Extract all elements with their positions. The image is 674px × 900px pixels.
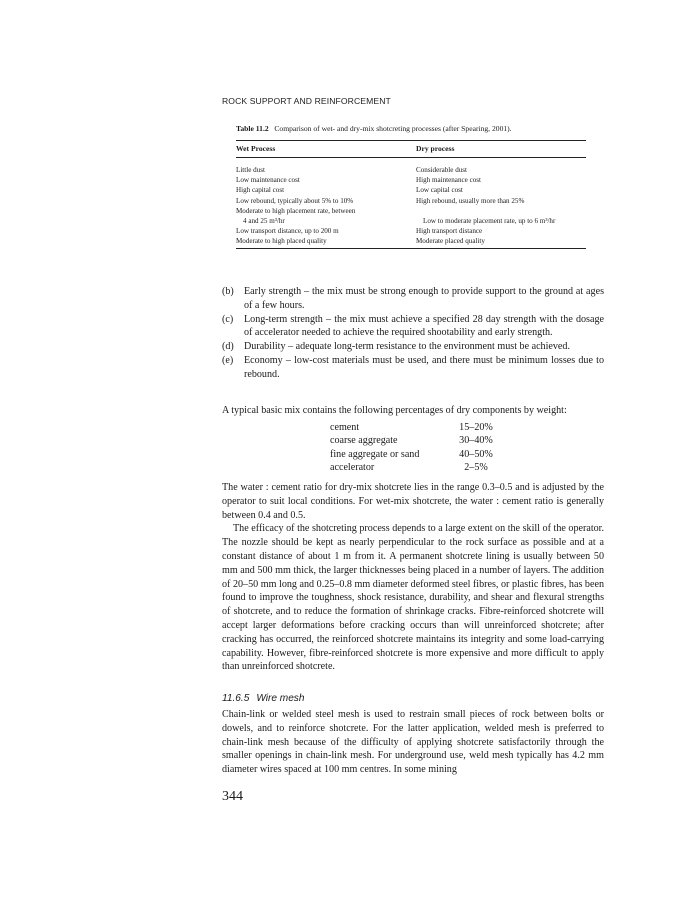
table-cell: Moderate to high placement rate, between <box>236 206 356 215</box>
comparison-table <box>236 124 586 249</box>
table-cell: 4 and 25 m³/hr <box>243 217 285 226</box>
table-cell: Little dust <box>236 166 265 174</box>
table-bottom-rule <box>236 248 586 249</box>
table-body <box>236 165 586 247</box>
section-body <box>222 708 604 777</box>
table-cell <box>416 206 586 216</box>
table-cell: High rebound, usually more than 25% <box>416 196 525 205</box>
list-text: Durability – adequate long-term resistance to the environment must be achieved. <box>244 341 570 353</box>
section-number: 11.6.5 <box>222 693 250 704</box>
list-item <box>222 285 604 313</box>
mix-value: 2–5% <box>464 461 488 473</box>
mix-row <box>330 421 496 434</box>
list-item <box>222 340 604 354</box>
section-heading <box>222 692 304 706</box>
paragraph: The water : cement ratio for dry-mix shotcrete lies in the range 0.3–0.5 and is adjusted by the operator to suit local conditions. For wet-mix shotcrete, the water : cement ratio is generally between 0.4 and 0.5. <box>222 482 604 521</box>
page-number: 344 <box>222 789 243 804</box>
paragraph: The efficacy of the shotcreting process depends to a large extent on the skill of the operator. The nozzle should be kept as nearly perpendicular to the rock surface as possible and at a constant distance of about 1 m from it. A permanent shotcrete lining is usually between 50 mm and 500 mm thick, the larger thicknesses being placed in a number of layers. The addition of 20–50 mm long and 0.25–0.8 mm diameter deformed steel fibres, or plastic fibres, has been found to improve the toughness, shock resistance, durability, and shear and flexural strengths of shotcrete, and to reduce the formation of shrinkage cracks. Fibre-reinforced shotcrete will accept larger deformations before cracking occurs than will unreinforced shotcrete; after cracking has occurred, the reinforced shotcrete maintains its integrity and some load-carrying capability. However, fibre-reinforced shotcrete is more expensive and more difficult to apply than unreinforced shotcrete. <box>222 523 604 673</box>
table-row <box>236 206 586 216</box>
list-item <box>222 313 604 341</box>
table-label: Table 11.2 <box>236 124 269 133</box>
section-title: Wire mesh <box>256 693 305 704</box>
mix-table <box>330 421 496 474</box>
table-row <box>236 226 586 236</box>
table-cell: Low to moderate placement rate, up to 6 m³/hr <box>423 217 556 226</box>
mix-row <box>330 461 496 474</box>
table-row <box>236 185 586 195</box>
list-label: (c) <box>222 313 234 325</box>
body-text <box>222 481 604 674</box>
table-header-wet: Wet Process <box>236 144 276 153</box>
mix-row <box>330 448 496 461</box>
mix-value: 15–20% <box>459 422 493 433</box>
mix-name: cement <box>330 422 360 433</box>
table-header-dry: Dry process <box>416 144 455 153</box>
list-label: (d) <box>222 341 234 353</box>
mix-name: accelerator <box>330 461 375 473</box>
table-cell: Low transport distance, up to 200 m <box>236 227 339 236</box>
table-cell: High capital cost <box>236 186 285 195</box>
mix-intro: A typical basic mix contains the following percentages of dry components by weight: <box>222 405 567 416</box>
table-cell: High maintenance cost <box>416 176 482 185</box>
paragraph: Chain-link or welded steel mesh is used to restrain small pieces of rock between bolts or dowels, and to reinforce shotcrete. For the latter application, welded mesh is preferred to chain-link mesh because of the difficulty of applying shotcrete satisfactorily through the smaller openings in chain-link mesh. For underground use, weld mesh typically has 4.2 mm diameter wires spaced at 100 mm centres. In some mining <box>222 709 604 776</box>
running-head: ROCK SUPPORT AND REINFORCEMENT <box>222 96 391 106</box>
mix-value: 40–50% <box>459 448 493 460</box>
table-cell: Moderate to high placed quality <box>236 237 327 246</box>
table-header <box>236 144 586 154</box>
table-cell: Considerable dust <box>416 166 468 174</box>
table-cell: Low capital cost <box>416 186 463 195</box>
list-label: (e) <box>222 354 234 366</box>
list-text: Economy – low-cost materials must be used, and there must be minimum losses due to rebound. <box>244 354 604 380</box>
table-cell: Low rebound, typically about 5% to 10% <box>236 196 354 205</box>
table-row <box>236 216 586 226</box>
table-header-rule <box>236 157 586 158</box>
mix-value: 30–40% <box>459 435 493 447</box>
mix-row <box>330 434 496 447</box>
mix-name: coarse aggregate <box>330 435 398 447</box>
table-cell: High transport distance <box>416 227 483 236</box>
list-text: Long-term strength – the mix must achieve a specified 28 day strength with the dosage of accelerator needed to achieve the required shootability and early strength. <box>244 313 604 339</box>
table-row <box>236 165 586 175</box>
list-label: (b) <box>222 286 234 297</box>
table-cell: Low maintenance cost <box>236 176 300 185</box>
mix-name: fine aggregate or sand <box>330 448 420 460</box>
list-text: Early strength – the mix must be strong enough to provide support to the ground at ages of a few hours. <box>244 286 604 311</box>
table-cell: Moderate placed quality <box>416 237 485 246</box>
table-row <box>236 236 586 246</box>
table-row <box>236 175 586 185</box>
requirements-list <box>222 285 604 382</box>
table-caption <box>236 124 586 134</box>
list-item <box>222 354 604 382</box>
table-caption-text: Comparison of wet- and dry-mix shotcreting processes (after Spearing, 2001). <box>274 124 512 133</box>
table-row <box>236 196 586 206</box>
table-top-rule <box>236 140 586 141</box>
